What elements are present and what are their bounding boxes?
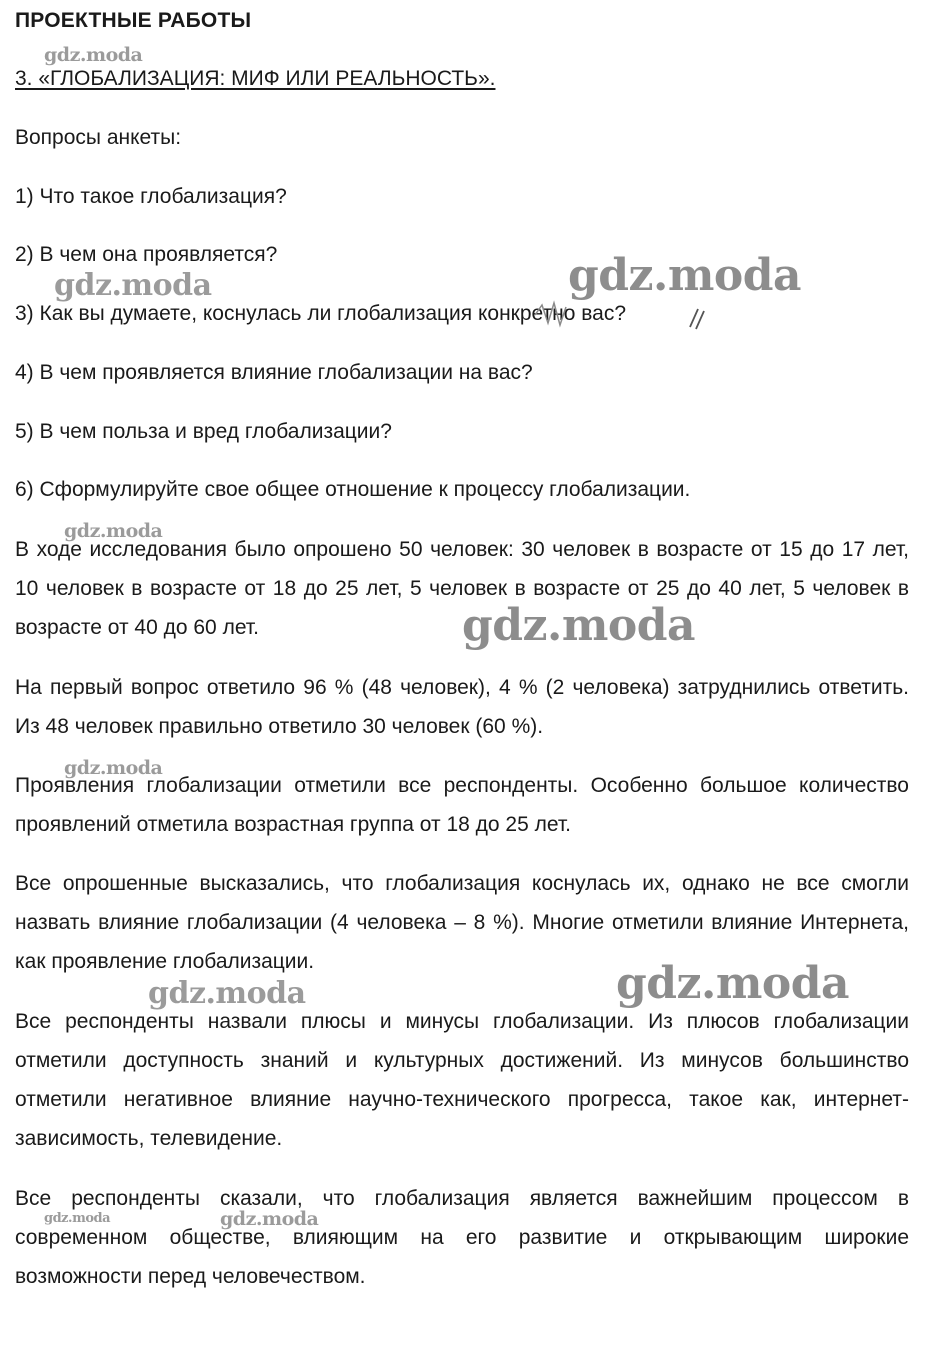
project-topic-title: 3. «ГЛОБАЛИЗАЦИЯ: МИФ ИЛИ РЕАЛЬНОСТЬ». bbox=[15, 67, 496, 90]
question-item: 4) В чем проявляется влияние глобализации на вас? bbox=[15, 361, 533, 384]
question-item: 3) Как вы думаете, коснулась ли глобализация конкретно вас? bbox=[15, 302, 627, 325]
survey-sample-paragraph: В ходе исследования было опрошено 50 человек: 30 человек в возрасте от 15 до 17 лет, 10 человек в возрасте от 18 до 25 лет, 5 человек в возрасте от 25 до 40 лет, 5 человек в возрасте от 40 до 60 лет. bbox=[15, 538, 909, 639]
conclusion-paragraph: Все респонденты сказали, что глобализация является важнейшим процессом в современном обществе, влияющим на его развитие и открывающим широкие возможности перед человечеством. bbox=[15, 1187, 909, 1288]
question-item: 2) В чем она проявляется? bbox=[15, 243, 278, 266]
question-item: 1) Что такое глобализация? bbox=[15, 185, 287, 208]
section-header: ПРОЕКТНЫЕ РАБОТЫ bbox=[15, 9, 252, 32]
watermark: gdz.moda bbox=[220, 1208, 319, 1230]
watermark: gdz.moda bbox=[54, 268, 212, 303]
questionnaire-label: Вопросы анкеты: bbox=[15, 126, 182, 149]
influence-paragraph: Все опрошенные высказались, что глобализация коснулась их, однако не все смогли назвать влияние глобализации (4 человека – 8 %). Многие отметили влияние Интернета, как проявление глобализации. bbox=[15, 872, 909, 973]
watermark: gdz.moda bbox=[64, 757, 163, 779]
question-item: 5) В чем польза и вред глобализации? bbox=[15, 420, 392, 443]
watermark: gdz.moda bbox=[616, 958, 850, 1009]
watermark: gdz.moda bbox=[44, 44, 143, 66]
first-question-results-paragraph: На первый вопрос ответило 96 % (48 человек), 4 % (2 человека) затруднились ответить. Из 48 человек правильно ответило 30 человек (60 %). bbox=[15, 676, 909, 738]
question-item: 6) Сформулируйте свое общее отношение к процессу глобализации. bbox=[15, 478, 691, 501]
watermark: gdz.moda bbox=[462, 600, 696, 651]
manifestations-paragraph: Проявления глобализации отметили все респонденты. Особенно большое количество проявлений отметила возрастная группа от 18 до 25 лет. bbox=[15, 774, 909, 836]
watermark: gdz.moda bbox=[64, 520, 163, 542]
pros-cons-paragraph: Все респонденты назвали плюсы и минусы глобализации. Из плюсов глобализации отметили доступность знаний и культурных достижений. Из минусов большинство отметили негативное влияние научно-технического прогресса, такое как, интернет-зависимость, телевидение. bbox=[15, 1010, 909, 1150]
watermark: gdz.moda bbox=[44, 1211, 111, 1226]
watermark: gdz.moda bbox=[568, 250, 802, 301]
watermark: gdz.moda bbox=[148, 976, 306, 1011]
